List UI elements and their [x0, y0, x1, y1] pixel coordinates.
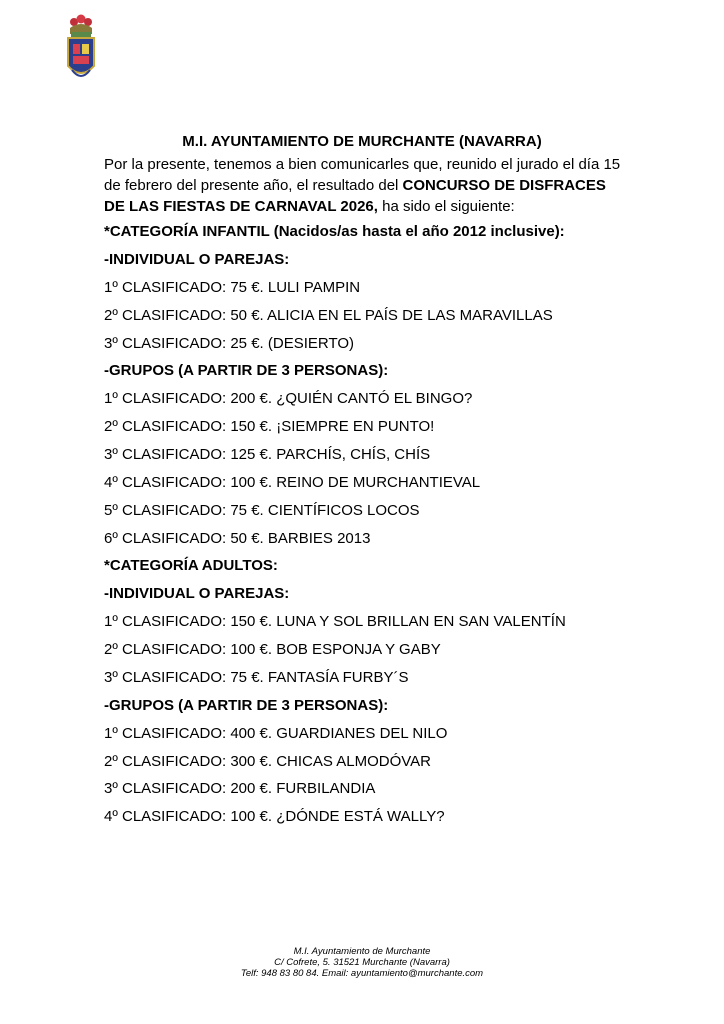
- result-line: 3º CLASIFICADO: 75 €. FANTASÍA FURBY´S: [104, 669, 409, 686]
- result-line: 1º CLASIFICADO: 200 €. ¿QUIÉN CANTÓ EL BINGO?: [104, 390, 473, 407]
- result-line: 2º CLASIFICADO: 50 €. ALICIA EN EL PAÍS DE LAS MARAVILLAS: [104, 307, 553, 324]
- subheading-individual-adultos: -INDIVIDUAL O PAREJAS:: [104, 585, 290, 602]
- subheading-individual-infantil: -INDIVIDUAL O PAREJAS:: [104, 251, 290, 268]
- result-line: 3º CLASIFICADO: 125 €. PARCHÍS, CHÍS, CHÍS: [104, 446, 431, 463]
- result-line: 1º CLASIFICADO: 75 €. LULI PAMPIN: [104, 279, 361, 296]
- footer-contact: Telf: 948 83 80 84. Email: ayuntamiento@murchante.com: [240, 968, 484, 979]
- result-line: 3º CLASIFICADO: 25 €. (DESIERTO): [104, 335, 354, 352]
- result-line: 1º CLASIFICADO: 150 €. LUNA Y SOL BRILLAN EN SAN VALENTÍN: [104, 613, 566, 630]
- intro-text-end: ha sido el siguiente:: [377, 198, 515, 215]
- result-line: 4º CLASIFICADO: 100 €. REINO DE MURCHANTIEVAL: [104, 474, 481, 491]
- category-heading-infantil: *CATEGORÍA INFANTIL (Nacidos/as hasta el año 2012 inclusive):: [104, 223, 565, 240]
- category-heading-adultos: *CATEGORÍA ADULTOS:: [104, 557, 278, 574]
- intro-paragraph: [104, 154, 624, 217]
- footer: [0, 946, 724, 979]
- result-line: 2º CLASIFICADO: 150 €. ¡SIEMPRE EN PUNTO!: [104, 418, 435, 435]
- footer-address: C/ Cofrete, 5. 31521 Murchante (Navarra): [274, 957, 450, 968]
- result-line: 3º CLASIFICADO: 200 €. FURBILANDIA: [104, 780, 376, 797]
- subheading-groups-adultos: -GRUPOS (A PARTIR DE 3 PERSONAS):: [104, 697, 389, 714]
- result-line: 2º CLASIFICADO: 100 €. BOB ESPONJA Y GABY: [104, 641, 441, 658]
- footer-organization: M.I. Ayuntamiento de Murchante: [293, 946, 431, 957]
- result-line: 1º CLASIFICADO: 400 €. GUARDIANES DEL NILO: [104, 725, 448, 742]
- result-line: 5º CLASIFICADO: 75 €. CIENTÍFICOS LOCOS: [104, 502, 420, 519]
- contest-name: CONCURSO DE DISFRACES DE LAS FIESTAS DE CARNAVAL 2026,: [104, 177, 606, 215]
- result-line: 6º CLASIFICADO: 50 €. BARBIES 2013: [104, 530, 371, 547]
- municipal-coat-of-arms-icon: [60, 14, 102, 86]
- result-line: 2º CLASIFICADO: 300 €. CHICAS ALMODÓVAR: [104, 753, 431, 770]
- intro-text-start: Por la presente, tenemos a bien comunicarles que, reunido el jurado el día 15 de febrero del presente año, el resultado del: [104, 156, 621, 194]
- result-line: 4º CLASIFICADO: 100 €. ¿DÓNDE ESTÁ WALLY?: [104, 808, 445, 825]
- page-title: M.I. AYUNTAMIENTO DE MURCHANTE (NAVARRA): [182, 133, 542, 150]
- subheading-groups-infantil: -GRUPOS (A PARTIR DE 3 PERSONAS):: [104, 362, 389, 379]
